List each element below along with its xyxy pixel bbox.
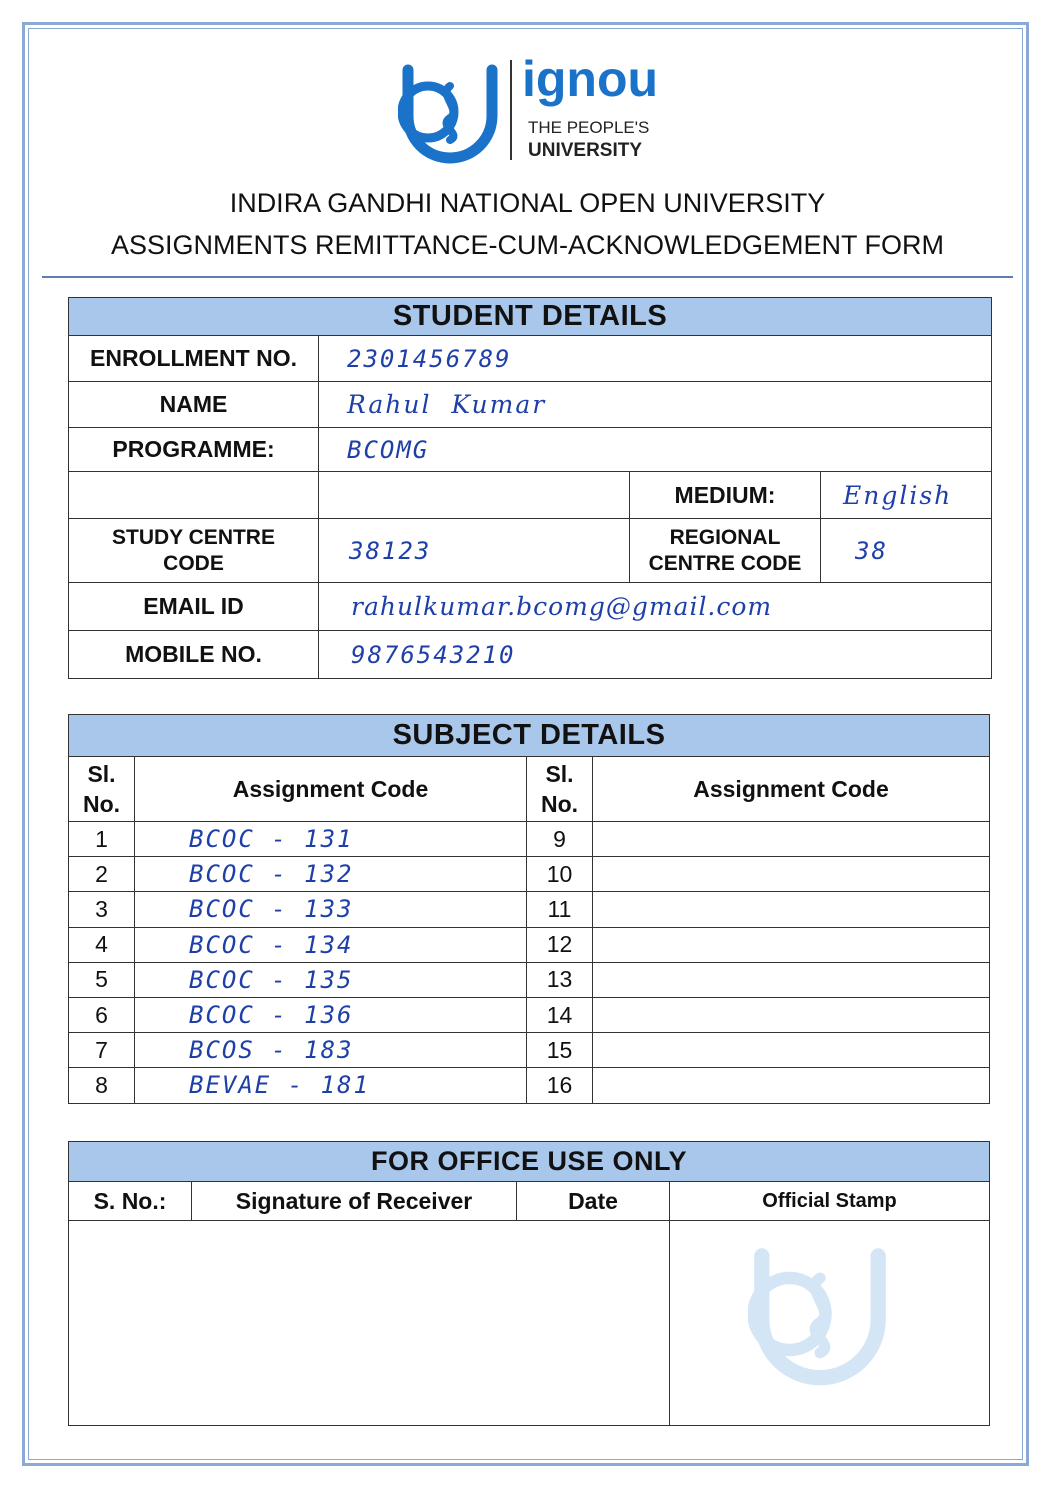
regional-centre-label-line2: CENTRE CODE — [648, 551, 802, 575]
subject-sl-no: 5 — [95, 966, 108, 993]
subject-row — [69, 892, 990, 927]
logo-wordmark: ignou — [522, 51, 659, 107]
subject-assignment-code: BCOS - 183 — [189, 1036, 354, 1065]
logo-tagline: THE PEOPLE'S — [528, 118, 650, 137]
subject-sl-no-cell — [527, 857, 593, 892]
enrollment-value: 2301456789 — [347, 344, 512, 373]
name-field[interactable] — [319, 382, 992, 428]
subject-assignment-code-cell[interactable] — [135, 1033, 527, 1068]
subject-assignment-code-cell[interactable] — [135, 997, 527, 1032]
official-stamp-header: Official Stamp — [670, 1182, 990, 1221]
programme-label: PROGRAMME: — [69, 428, 319, 472]
medium-field[interactable] — [821, 472, 992, 519]
regional-centre-field[interactable] — [821, 519, 992, 583]
study-centre-value: 38123 — [349, 536, 432, 565]
signature-header: Signature of Receiver — [192, 1182, 517, 1221]
name-value: Rahul Kumar — [347, 390, 547, 419]
student-details-heading: STUDENT DETAILS — [69, 298, 992, 336]
subject-assignment-code-cell[interactable] — [593, 962, 990, 997]
subject-assignment-code: BCOC - 132 — [189, 860, 354, 889]
subject-sl-no: 10 — [546, 860, 573, 887]
subject-assignment-code: BCOC - 133 — [189, 895, 354, 924]
email-label: EMAIL ID — [69, 583, 319, 631]
email-field[interactable] — [319, 583, 992, 631]
programme-value: BCOMG — [347, 435, 430, 464]
assignment-code-header: Assignment Code — [135, 757, 527, 822]
subject-row — [69, 927, 990, 962]
subject-row — [69, 1068, 990, 1103]
subject-assignment-code-cell[interactable] — [135, 962, 527, 997]
subject-sl-no-cell — [527, 962, 593, 997]
sl-no-header-line1: Sl. — [87, 761, 116, 787]
subject-sl-no-cell — [527, 892, 593, 927]
subject-sl-no-cell — [527, 997, 593, 1032]
sl-no-header — [69, 757, 135, 822]
receiver-entry-area[interactable] — [69, 1221, 670, 1426]
subject-sl-no-cell — [527, 1068, 593, 1103]
enrollment-field[interactable] — [319, 336, 992, 382]
blank-cell — [69, 472, 319, 519]
university-title: INDIRA GANDHI NATIONAL OPEN UNIVERSITY — [229, 188, 826, 218]
programme-field[interactable] — [319, 428, 992, 472]
sl-no-header-line2: No. — [82, 791, 121, 817]
subject-assignment-code-cell[interactable] — [593, 1033, 990, 1068]
subject-assignment-code-cell[interactable] — [593, 892, 990, 927]
mobile-field[interactable] — [319, 631, 992, 679]
mobile-value: 9876543210 — [351, 640, 516, 669]
subject-sl-no-cell — [69, 1068, 135, 1103]
email-value: rahulkumar.bcomg@gmail.com — [351, 592, 773, 621]
subject-sl-no: 15 — [546, 1036, 573, 1063]
subject-sl-no-cell — [69, 962, 135, 997]
subject-assignment-code: BCOC - 131 — [189, 825, 354, 854]
date-header: Date — [517, 1182, 670, 1221]
logo-divider — [510, 60, 512, 160]
subject-assignment-code-cell[interactable] — [135, 892, 527, 927]
subject-sl-no: 6 — [95, 1001, 108, 1028]
subject-assignment-code-cell[interactable] — [593, 927, 990, 962]
subject-sl-no-cell — [527, 822, 593, 857]
subject-rows — [69, 822, 990, 1104]
subject-row — [69, 857, 990, 892]
subject-sl-no: 14 — [546, 1001, 573, 1028]
subject-details-heading: SUBJECT DETAILS — [69, 715, 990, 757]
subject-assignment-code-cell[interactable] — [593, 1068, 990, 1103]
student-details-table — [68, 297, 992, 679]
ignou-emblem-icon — [398, 60, 502, 164]
sl-no-header — [527, 757, 593, 822]
ignou-logo — [398, 51, 668, 170]
subject-sl-no: 12 — [546, 931, 573, 958]
assignment-code-header: Assignment Code — [593, 757, 990, 822]
subject-sl-no-cell — [69, 822, 135, 857]
subject-assignment-code: BEVAE - 181 — [189, 1071, 370, 1100]
subject-row — [69, 1033, 990, 1068]
office-use-heading: FOR OFFICE USE ONLY — [69, 1142, 990, 1182]
subject-assignment-code: BCOC - 136 — [189, 1001, 354, 1030]
subject-sl-no: 9 — [553, 825, 566, 852]
office-sno-header: S. No.: — [69, 1182, 192, 1221]
medium-value: English — [843, 480, 953, 510]
subject-sl-no: 4 — [95, 931, 108, 958]
subject-assignment-code-cell[interactable] — [135, 822, 527, 857]
subject-sl-no-cell — [69, 1033, 135, 1068]
medium-label: MEDIUM: — [630, 472, 821, 519]
subject-row — [69, 822, 990, 857]
subject-assignment-code: BCOC - 135 — [189, 965, 354, 994]
subject-assignment-code-cell[interactable] — [593, 997, 990, 1032]
subject-assignment-code-cell[interactable] — [593, 857, 990, 892]
subject-sl-no: 11 — [547, 895, 572, 922]
subject-sl-no: 7 — [95, 1036, 108, 1063]
subject-details-table — [68, 714, 990, 1104]
header-divider — [42, 276, 1013, 278]
subject-assignment-code-cell[interactable] — [593, 822, 990, 857]
study-centre-field[interactable] — [319, 519, 630, 583]
subject-assignment-code-cell[interactable] — [135, 857, 527, 892]
mobile-label: MOBILE NO. — [69, 631, 319, 679]
subject-sl-no: 13 — [546, 966, 573, 993]
watermark-emblem-icon — [748, 1242, 892, 1386]
subject-row — [69, 962, 990, 997]
regional-centre-label-line1: REGIONAL — [669, 525, 781, 549]
study-centre-label-line2: CODE — [163, 551, 224, 575]
form-title: ASSIGNMENTS REMITTANCE-CUM-ACKNOWLEDGEMENT FORM — [110, 230, 945, 260]
subject-sl-no: 1 — [95, 825, 108, 852]
logo-tagline-university: UNIVERSITY — [528, 140, 643, 161]
subject-sl-no: 3 — [95, 895, 108, 922]
subject-assignment-code-cell[interactable] — [135, 1068, 527, 1103]
regional-centre-label — [630, 519, 821, 583]
subject-sl-no: 2 — [95, 860, 108, 887]
subject-sl-no-cell — [69, 927, 135, 962]
subject-sl-no-cell — [527, 1033, 593, 1068]
subject-sl-no: 8 — [95, 1071, 108, 1098]
subject-sl-no-cell — [527, 927, 593, 962]
subject-sl-no-cell — [69, 997, 135, 1032]
sl-no-header-line2: No. — [540, 791, 579, 817]
subject-sl-no-cell — [69, 892, 135, 927]
subject-assignment-code: BCOC - 134 — [189, 930, 354, 959]
sl-no-header-line1: Sl. — [545, 761, 574, 787]
enrollment-label: ENROLLMENT NO. — [69, 336, 319, 382]
name-label: NAME — [69, 382, 319, 428]
regional-centre-value: 38 — [855, 536, 888, 565]
blank-cell — [319, 472, 630, 519]
study-centre-label — [69, 519, 319, 583]
study-centre-label-line1: STUDY CENTRE — [112, 525, 275, 549]
subject-assignment-code-cell[interactable] — [135, 927, 527, 962]
subject-sl-no: 16 — [546, 1071, 573, 1098]
subject-row — [69, 997, 990, 1032]
subject-sl-no-cell — [69, 857, 135, 892]
